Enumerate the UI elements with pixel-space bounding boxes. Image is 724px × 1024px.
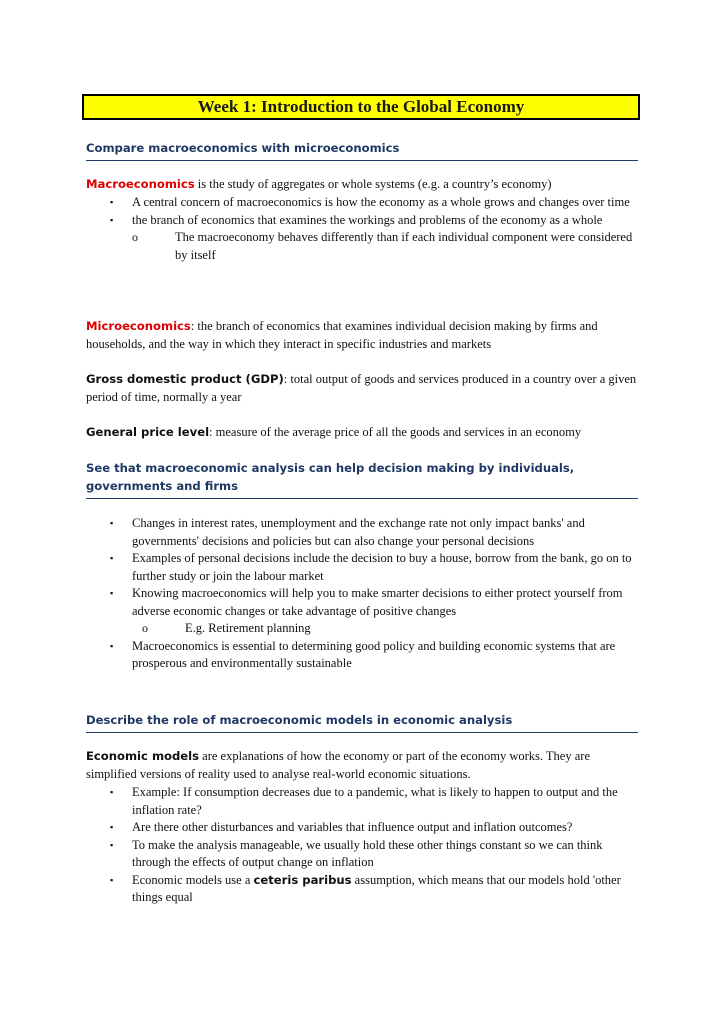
bullet-text: Economic models use a bbox=[132, 872, 254, 887]
list-item bbox=[86, 638, 642, 673]
bullet-text: Examples of personal decisions include the decision to buy a house, borrow from the bank, go on to further study or join the labour market bbox=[132, 551, 632, 583]
sub-marker: o bbox=[142, 621, 148, 635]
bullet-marker: ▪ bbox=[110, 787, 114, 797]
list-item bbox=[86, 819, 642, 837]
list-item bbox=[86, 515, 642, 550]
sub-text: The macroeconomy behaves differently than if each individual component were considered by itself bbox=[175, 230, 633, 262]
models-definition bbox=[86, 748, 638, 783]
section-heading-models: Describe the role of macroeconomic models in economic analysis bbox=[86, 711, 638, 733]
macro-sub-list bbox=[132, 229, 642, 264]
bullet-text: Macroeconomics is essential to determining good policy and building economic systems that are prosperous and environmentally sustainable bbox=[132, 638, 616, 670]
section-heading-decision-making: See that macroeconomic analysis can help decision making by individuals, governments and firms bbox=[86, 459, 638, 499]
bullet-marker: ▪ bbox=[110, 588, 114, 598]
micro-term: Microeconomics bbox=[86, 319, 191, 333]
list-item bbox=[86, 194, 642, 212]
decision-sub-list bbox=[142, 620, 642, 638]
macro-def-text: is the study of aggregates or whole systems (e.g. a country’s economy) bbox=[194, 177, 552, 191]
list-item bbox=[86, 550, 642, 585]
models-def-text: are explanations of how the economy or part of the economy works. They are simplified versions of reality used to analyse real-world economic situations. bbox=[86, 749, 590, 781]
micro-definition bbox=[86, 318, 638, 353]
list-item bbox=[86, 212, 642, 265]
bullet-marker: ▪ bbox=[110, 640, 114, 651]
section-heading-compare: Compare macroeconomics with microeconomics bbox=[86, 139, 638, 161]
list-item bbox=[86, 872, 642, 907]
models-bullet-list bbox=[86, 784, 642, 907]
sub-marker: o bbox=[132, 230, 138, 244]
gpl-definition bbox=[86, 424, 638, 442]
decision-bullet-list bbox=[86, 515, 642, 673]
bullet-marker: ▪ bbox=[110, 822, 114, 832]
list-item bbox=[86, 837, 642, 872]
macro-definition bbox=[86, 176, 638, 194]
sub-text: E.g. Retirement planning bbox=[185, 621, 311, 635]
bullet-text: A central concern of macroeconomics is how the economy as a whole grows and changes over time bbox=[132, 195, 630, 209]
bullet-marker: ▪ bbox=[110, 197, 114, 207]
bullet-text: Are there other disturbances and variables that influence output and inflation outcomes? bbox=[132, 820, 573, 834]
bullet-text: the branch of economics that examines the workings and problems of the economy as a whole bbox=[132, 212, 603, 227]
gdp-definition bbox=[86, 371, 638, 406]
gpl-def-text: : measure of the average price of all the goods and services in an economy bbox=[209, 425, 582, 439]
bullet-text: Changes in interest rates, unemployment and the exchange rate not only impact banks' and governments' decisions and policies but can also change your personal decisions bbox=[132, 516, 585, 548]
bullet-text: Knowing macroeconomics will help you to make smarter decisions to either protect yourself from adverse economic changes or take advantage of positive changes bbox=[132, 586, 623, 618]
bullet-marker: ▪ bbox=[110, 553, 114, 563]
list-item bbox=[142, 620, 642, 638]
list-item bbox=[86, 585, 642, 638]
bullet-text: Example: If consumption decreases due to a pandemic, what is likely to happen to output and the inflation rate? bbox=[132, 785, 618, 817]
bullet-marker: ▪ bbox=[110, 874, 114, 885]
bullet-marker: ▪ bbox=[110, 839, 114, 850]
bullet-marker: ▪ bbox=[110, 214, 114, 225]
macro-term: Macroeconomics bbox=[86, 177, 195, 191]
bullet-text: To make the analysis manageable, we usually hold these other things constant so we can think through the effects of output change on inflation bbox=[132, 837, 603, 869]
bullet-marker: ▪ bbox=[110, 518, 114, 528]
page-title: Week 1: Introduction to the Global Economy bbox=[82, 94, 640, 120]
micro-def-text: : the branch of economics that examines individual decision making by firms and households, and the way in which they interact in specific industries and markets bbox=[86, 319, 598, 351]
list-item bbox=[86, 784, 642, 819]
gpl-term: General price level bbox=[86, 425, 210, 439]
gdp-def-text: : total output of goods and services produced in a country over a given period of time, normally a year bbox=[86, 372, 637, 404]
ceteris-paribus-term: ceteris paribus bbox=[253, 872, 352, 887]
list-item bbox=[132, 229, 642, 264]
models-term: Economic models bbox=[86, 749, 200, 763]
macro-bullet-list bbox=[86, 194, 642, 264]
gdp-term: Gross domestic product (GDP) bbox=[86, 372, 284, 386]
bullet-text: assumption, which means that our models hold 'other things equal bbox=[132, 872, 621, 904]
